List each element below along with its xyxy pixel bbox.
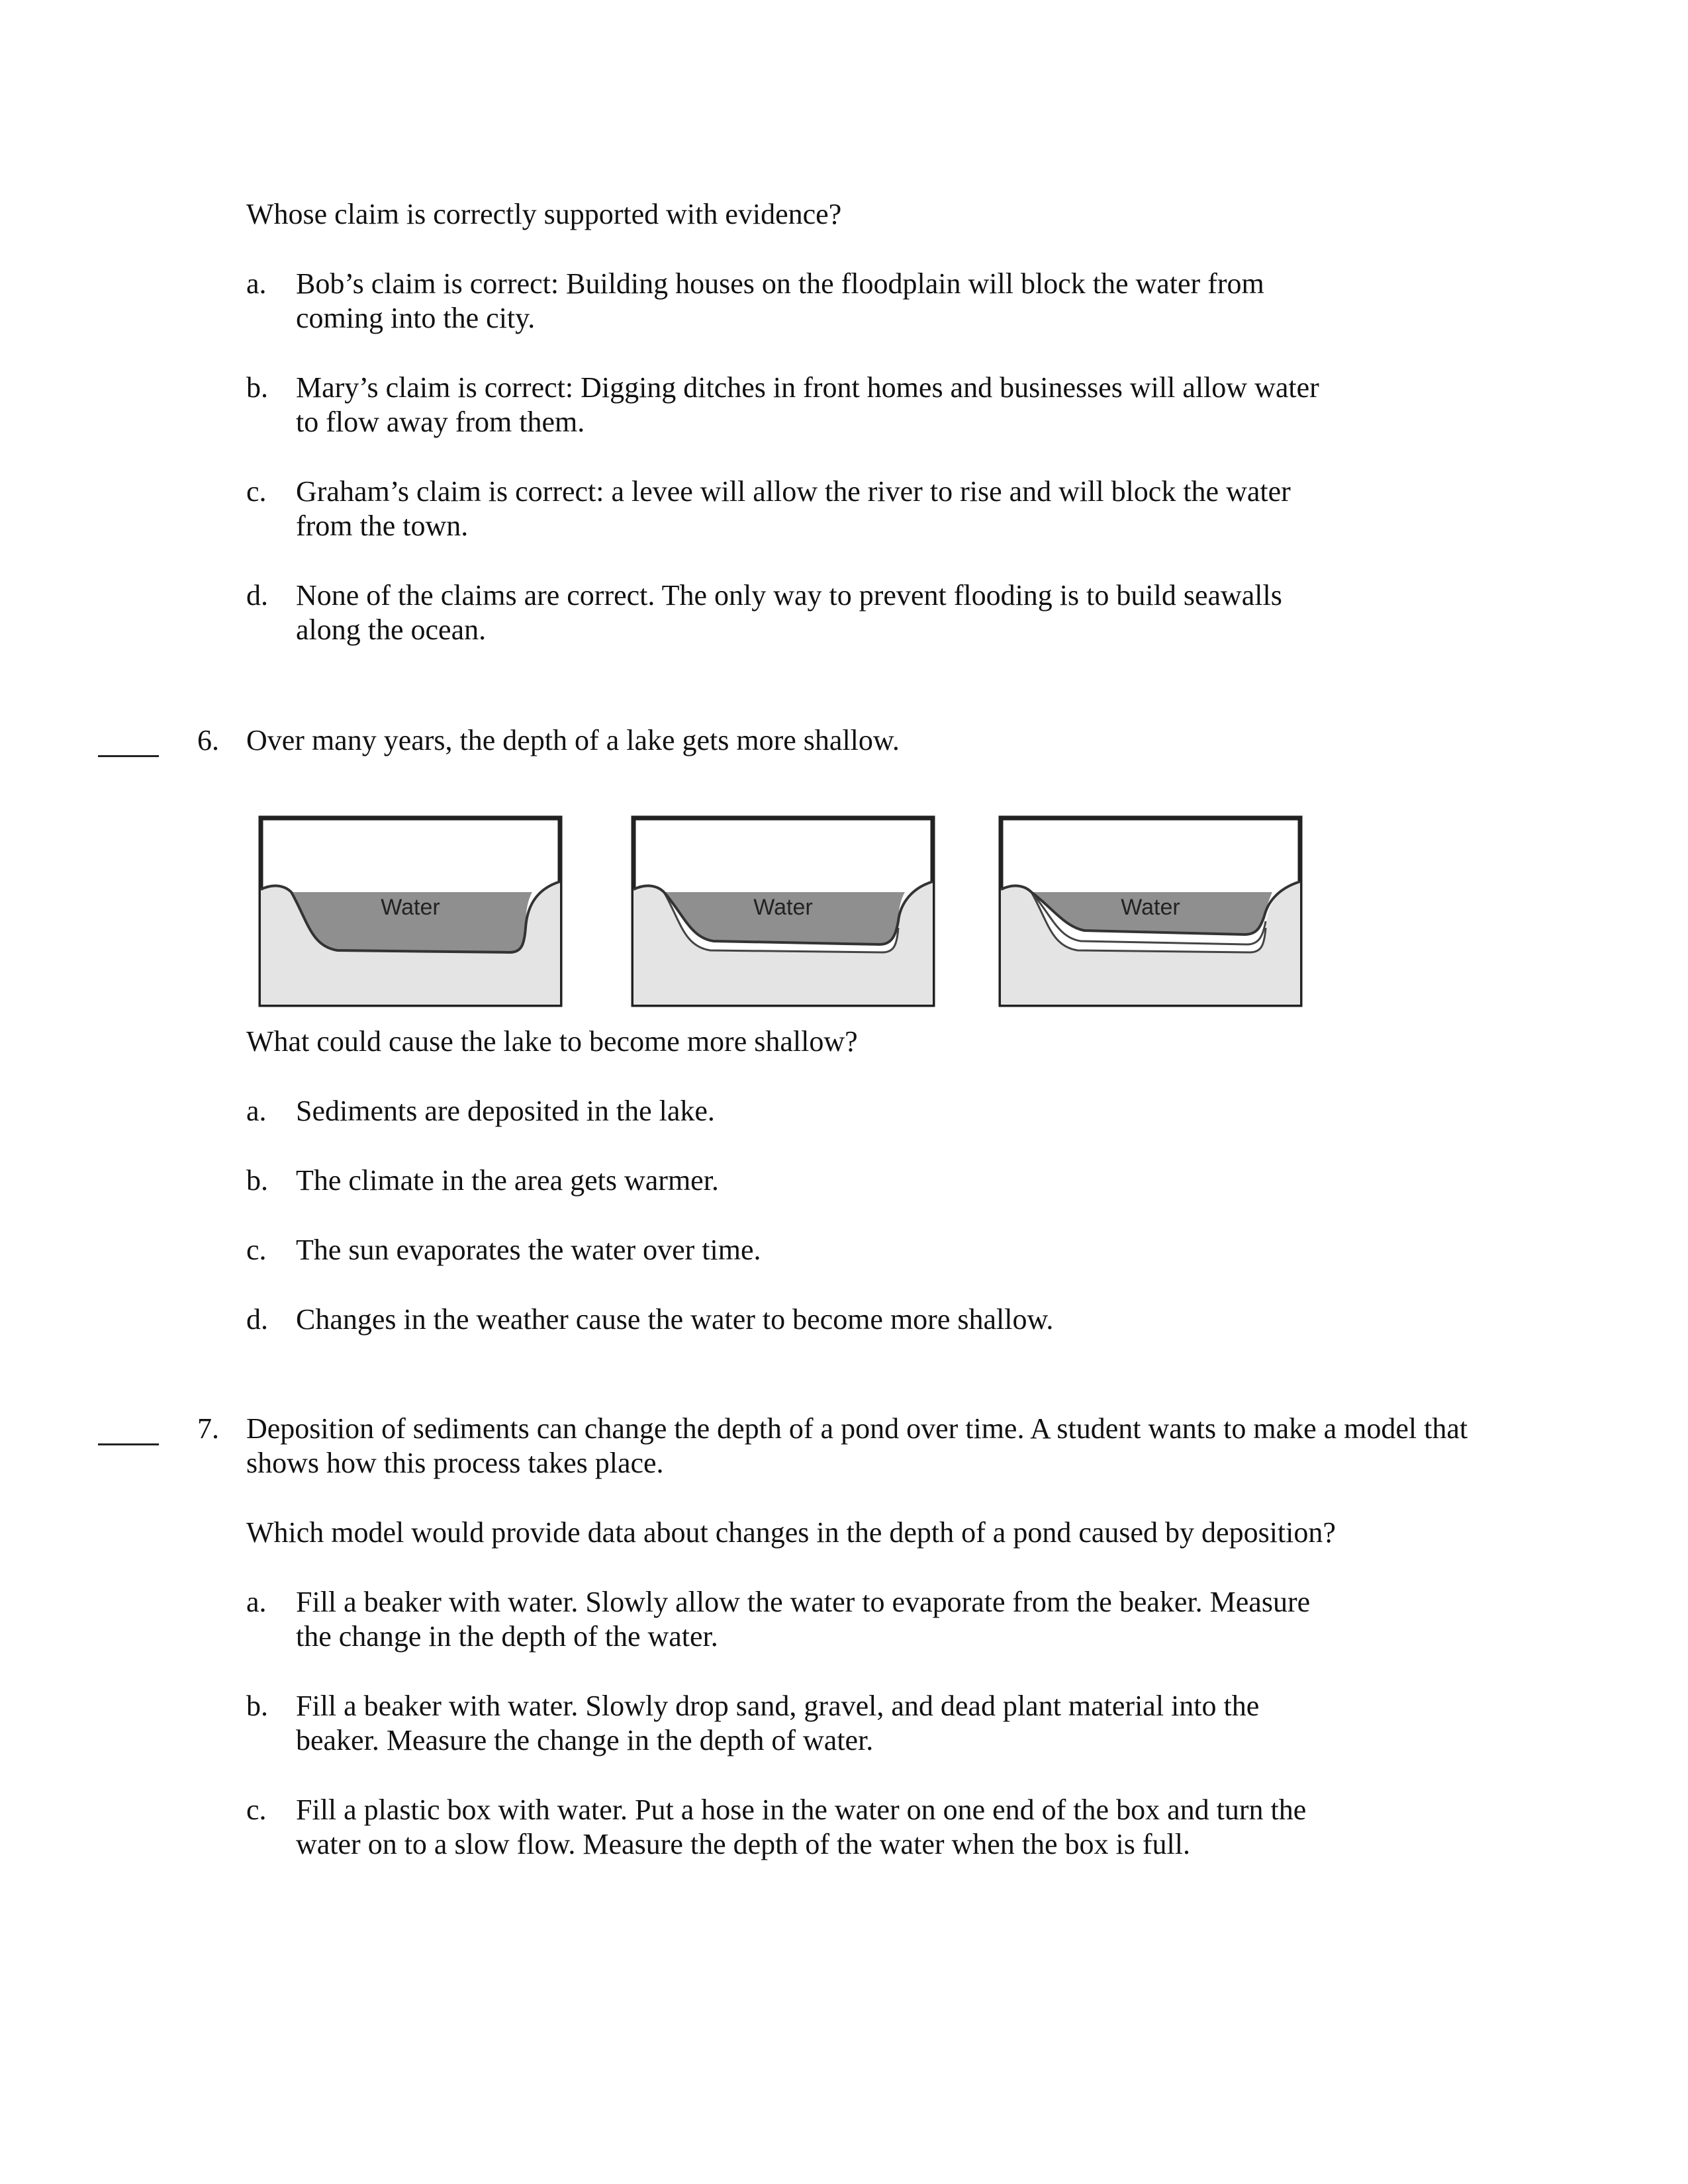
q6-option-c[interactable]: The sun evaporates the water over time. [296, 1234, 761, 1266]
option-text-line: Bob’s claim is correct: Building houses on the floodplain will block the water from [296, 267, 1264, 300]
q6-number: 6. [197, 724, 219, 756]
option-text-line: along the ocean. [296, 614, 487, 646]
lake-diagram-3 [998, 815, 1303, 1007]
option-text-line: water on to a slow flow. Measure the depth of the water when the box is full. [296, 1828, 1191, 1860]
q7-answer-blank[interactable] [98, 1443, 159, 1445]
q6-option-c-letter: c. [246, 1234, 267, 1266]
water-label: Water [753, 895, 813, 920]
q6-stem: Over many years, the depth of a lake gets more shallow. [246, 724, 900, 756]
lake-diagram-1 [258, 815, 563, 1007]
q5-option-c[interactable] [296, 475, 1421, 543]
q5-stem: Whose claim is correctly supported with evidence? [246, 198, 842, 230]
q6-option-a-letter: a. [246, 1095, 267, 1127]
q5-option-d[interactable] [296, 578, 1421, 647]
option-text-line: None of the claims are correct. The only way to prevent flooding is to build seawalls [296, 579, 1282, 612]
q5-option-a[interactable] [296, 267, 1421, 336]
q6-option-d[interactable]: Changes in the weather cause the water to become more shallow. [296, 1303, 1054, 1336]
option-text-line: beaker. Measure the change in the depth of water. [296, 1724, 874, 1756]
q6-option-a[interactable]: Sediments are deposited in the lake. [296, 1095, 715, 1127]
option-text-line: from the town. [296, 510, 469, 542]
q5-option-a-letter: a. [246, 267, 267, 300]
option-text-line: Fill a beaker with water. Slowly allow the water to evaporate from the beaker. Measure [296, 1586, 1311, 1618]
lake-diagram-2 [631, 815, 935, 1007]
q7-option-c-letter: c. [246, 1794, 267, 1826]
q7-option-c[interactable] [296, 1793, 1421, 1862]
q7-stem [246, 1412, 1468, 1480]
q6-option-b[interactable]: The climate in the area gets warmer. [296, 1164, 719, 1197]
option-text-line: Fill a plastic box with water. Put a hose in the water on one end of the box and turn the [296, 1794, 1307, 1826]
option-text-line: Fill a beaker with water. Slowly drop sand, gravel, and dead plant material into the [296, 1690, 1260, 1722]
q7-option-a-letter: a. [246, 1586, 267, 1618]
q5-option-d-letter: d. [246, 579, 268, 612]
q5-option-c-letter: c. [246, 475, 267, 508]
option-text-line: coming into the city. [296, 302, 536, 334]
q5-option-b-letter: b. [246, 371, 268, 404]
q7-option-a[interactable] [296, 1585, 1421, 1654]
stem-line: Deposition of sediments can change the depth of a pond over time. A student wants to make a model that [246, 1412, 1468, 1445]
q6-option-b-letter: b. [246, 1164, 268, 1197]
q7-number: 7. [197, 1412, 219, 1445]
q5-option-b[interactable] [296, 371, 1421, 439]
water-label: Water [381, 895, 440, 920]
q7-question: Which model would provide data about changes in the depth of a pond caused by deposition? [246, 1516, 1336, 1549]
q6-question: What could cause the lake to become more shallow? [246, 1025, 858, 1058]
option-text-line: to flow away from them. [296, 406, 585, 438]
stem-line: shows how this process takes place. [246, 1447, 664, 1479]
q6-option-d-letter: d. [246, 1303, 268, 1336]
water-label: Water [1121, 895, 1180, 920]
option-text-line: Mary’s claim is correct: Digging ditches in front homes and businesses will allow water [296, 371, 1319, 404]
q7-option-b[interactable] [296, 1689, 1421, 1758]
option-text-line: the change in the depth of the water. [296, 1620, 718, 1653]
q6-answer-blank[interactable] [98, 755, 159, 757]
option-text-line: Graham’s claim is correct: a levee will allow the river to rise and will block the water [296, 475, 1291, 508]
q7-option-b-letter: b. [246, 1690, 268, 1722]
